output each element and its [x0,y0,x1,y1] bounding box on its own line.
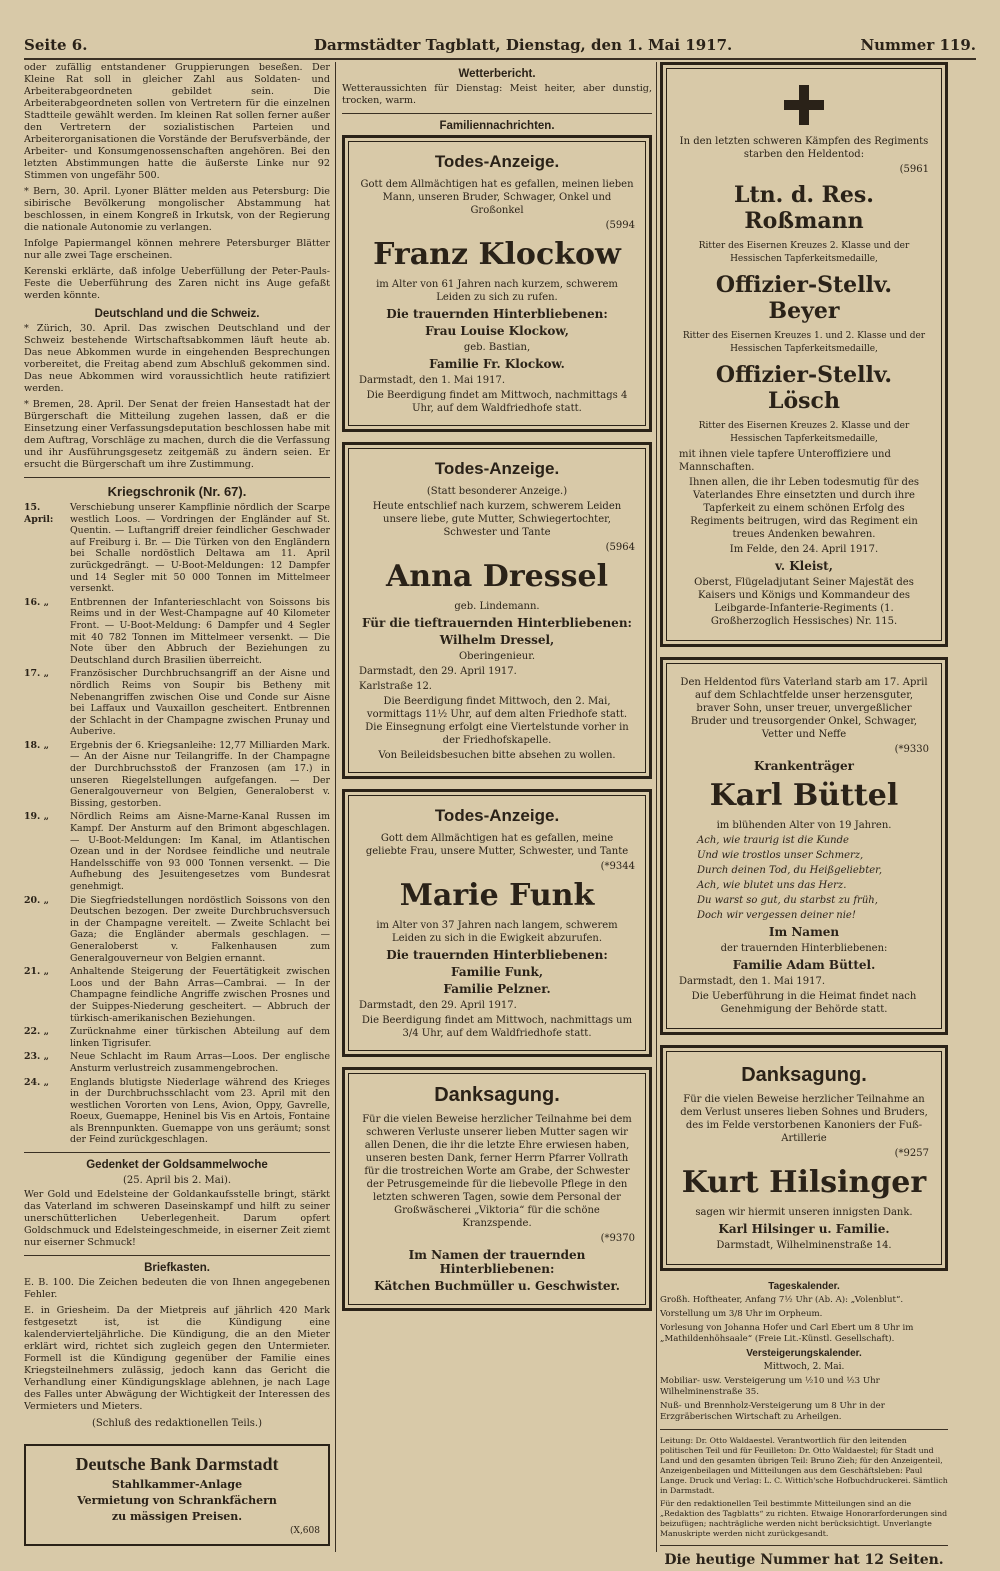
chronicle-entry: 18. „ Ergebnis der 6. Kriegsanleihe: 12,77 Milliarden Mark. — An der Aisne nur Teilangriffe. In der Champagne der Durchbruchsstoß der Franzosen (am 17.) in unseren Riegelstellungen aufgefangen. — Der Generalgouverneur von Belgien, Generaloberst v. Bissing, gestorben. [24,739,330,809]
deceased-name: Offizier-Stellv. Beyer [715,272,893,324]
poem-line: Ach, wie traurig ist die Kunde [697,835,849,846]
page-header [24,34,976,60]
column-divider [656,62,657,1552]
section-heading: Briefkasten. [144,1262,210,1275]
iron-cross-icon [784,85,824,125]
section-heading: Deutschland und die Schweiz. [94,308,260,320]
bereaved-name: Familie Fr. Klockow. [429,357,565,371]
notice-code: (*9257 [894,1148,929,1159]
signatory-title: Oberst, Flügeladjutant Seiner Majestät des Kaisers und Königs und Kommandeur des Leibgarde-Infanterie-Regiments (1. Großherzoglich Hessisches) Nr. 115. [694,577,914,627]
chronicle-entry: 21. „ Anhaltende Steigerung der Feuertätigkeit zwischen Loos und der Bahn Arras—Cambrai. — In der Champagne feindliche Angriffe zwischen Prosnes und der Suippes-Niederung gescheitert. — Abbruch der türkisch-amerikanischen Beziehungen. [24,966,330,1024]
divider [342,113,652,114]
notice-text: Die Ueberführung in die Heimat findet nach Genehmigung der Behörde statt. [691,991,917,1015]
war-chronicle [24,502,330,1146]
notice-text: Heute entschlief nach kurzem, schwerem Leiden unsere liebe, gute Mutter, Schwiegertochter, Schwester und Tante [372,501,622,538]
deceased-name: Offizier-Stellv. Lösch [715,362,893,414]
bank-advertisement [24,1444,330,1546]
chronicle-entry: 19. „ Nördlich Reims am Aisne-Marne-Kanal Russen im Kampf. Der Ansturm auf den Brimont abgeschlagen. — U-Boot-Meldungen: Im Kanal, im Atlantischen Ozean und in der Nordsee feindliche und neutrale Handelsschiffe von 93 000 Tonnen versenkt. — Die Aufhebung des Jesuitengesetzes vom Bundesrat genehmigt. [24,811,330,892]
article-text: * Zürich, 30. April. Das zwischen Deutschland und der Schweiz bestehende Wirtschaftsabkommen läuft heute ab. Das neue Abkommen wurde in eingehenden Besprechungen vorbereitet, die Freitag abend zum Abschluß gekommen sind. Das neue Abkommen wird voraussichtlich heute ratifiziert werden. [24,323,330,394]
section-heading: Wetterbericht. [458,68,536,80]
notice-text: im Alter von 61 Jahren nach kurzem, schwerem Leiden zu sich zu rufen. [376,279,618,303]
decoration-text: Ritter des Eisernen Kreuzes 2. Klasse und der Hessischen Tapferkeitsmedaille, [698,421,910,444]
page-number: Seite 6. [24,36,88,54]
notice-text: sagen wir hiermit unseren innigsten Dank. [695,1207,913,1218]
chronicle-entry: 20. „ Die Siegfriedstellungen nordöstlich Soissons von den Deutschen bezogen. Der zweite Durchbruchsversuch in der Champagne vereitelt. — Zweite Schlacht bei Gaza; die Engländer abermals geschlagen. — Generaloberst v. Falkenhausen zum Generalgouverneur von Belgien ernannt. [24,894,330,964]
notice-hint: Die trauernden Hinterbliebenen: [386,948,608,962]
section-heading: Tageskalender. [768,1281,840,1292]
death-notice [342,442,652,779]
column-family-notices [342,62,652,1321]
notice-code: (5994 [605,220,635,231]
ad-line: zu mässigen Preisen. [111,1510,243,1524]
notice-text: geb. Lindemann. [454,601,540,612]
editorial-end-note: (Schluß des redaktionellen Teils.) [92,1418,262,1430]
weather-text: Wetteraussichten für Dienstag: Meist heiter, aber dunstig, trocken, warm. [342,83,652,106]
article-text: Wer Gold und Edelsteine der Goldankaufsstelle bringt, stärkt das Vaterland im schweren Daseinskampf und hilft zu seiner unerschütterlichen Ueberlegenheit. Darum opfert Goldschmuck und Edelsteingeschmeide, in eiserner Zeit ziemt nur eiserner Schmuck! [24,1189,330,1249]
notice-text: Den Heldentod fürs Vaterland starb am 17. April auf dem Schlachtfelde unser herzensguter, braver Sohn, unser treuer, unvergeßlicher Bruder und treusorgender Onkel, Schwager, Vetter und Neffe [680,677,928,740]
notice-title: Todes-Anzeige. [434,152,560,171]
notice-subtitle: (Statt besonderer Anzeige.) [426,486,568,497]
regiment-notice [660,62,948,647]
article-text: oder zufällig entstandener Gruppierungen beseßen. Der Kleine Rat soll in gleicher Zahl aus Soldaten- und Arbeiterabgeordneten gebildet sein. Die Arbeiterabgeordneten sollen von Vertretern für die einzelnen Stadtteile gewählt werden. Im kleinen Rat sollen ferner außer den Vertretern der sozialistischen Parteien und Arbeiterorganisationen die Vorstände der Berufsverbände, der Arbeiter- und Konsumgenossenschaften angehören. Bei den letzten Abstimmungen hatte die äußerste Linke nur 92 Stimmen von ungefähr 500. [24,62,330,181]
death-notice [660,657,948,1035]
calendar-entry: Vorstellung um 3/8 Uhr im Orpheum. [660,1309,823,1319]
bereaved-name: Familie Funk, [450,965,544,979]
notice-place-date: Darmstadt, Wilhelminenstraße 14. [716,1240,892,1251]
notice-hint: der trauernden Hinterbliebenen: [720,943,888,954]
column-divider [335,62,336,1552]
issue-number: Nummer 119. [860,36,976,54]
notice-text: im Alter von 37 Jahren nach langem, schwerem Leiden zu sich in die Ewigkeit abzurufen. [376,920,618,944]
chronicle-entry: 15. April: Verschiebung unserer Kampflinie nördlich der Scarpe westlich Loos. — Vordringen der Engländer auf St. Quentin. — Luftangriff dreier feindlicher Geschwader auf Freiburg i. Br. — Die Türken von den Engländern bei Schalle nordöstlich Deltawa am 11. April zurückgedrängt. — U-Boot-Meldungen: 12 Dampfer und 14 Segler mit 50 000 Tonnen im Mittelmeer versenkt. [24,502,330,595]
notice-text: mit ihnen viele tapfere Unteroffiziere und Mannschaften. [679,449,891,473]
ad-line: Vermietung von Schrankfächern [77,1494,277,1508]
notice-code: (*9370 [600,1233,635,1244]
article-text: * Bremen, 28. April. Der Senat der freien Hansestadt hat der Bürgerschaft die Mitteilung zugehen lassen, daß er die Einsetzung einer Verfassungsdeputation beschlossen habe mit dem Auftrag, Vorschläge zu machen, durch die die Verfassung und ihr Ausführungsgesetz zeitgemäß zu ändern seien. Er ersucht die Bürgerschaft um ihre Zustimmung. [24,399,330,470]
section-subheading: (25. April bis 2. Mai). [122,1175,232,1187]
article-text: Infolge Papiermangel können mehrere Petersburger Blätter nur alle zwei Tage erscheinen. [24,238,330,261]
notice-place-date: Darmstadt, den 1. Mai 1917. [679,976,825,987]
notice-place-date: Darmstadt, den 29. April 1917. [359,666,517,677]
deceased-name: Marie Funk [399,878,595,913]
notice-code: (*9330 [894,744,929,755]
chronicle-entry: 17. „ Französischer Durchbruchsangriff an der Aisne und nördlich Reims von Soupir bis Betheny mit Nebenangriffen zwischen Oise und Conde sur Aisne bei Laffaux und Vauxaillon gescheitert. Entbrennen der Schlacht in der Champagne zwischen Prunay und Auberive. [24,668,330,738]
bereaved-name: Familie Pelzner. [443,982,551,996]
calendar-date: Mittwoch, 2. Mai. [763,1362,845,1372]
divider [24,1255,330,1256]
section-heading: Familiennachrichten. [439,120,555,132]
calendar-entry: Vorlesung von Johanna Hofer und Carl Ebert um 8 Uhr im „Mathildenhöhsaale“ (Freie Lit.-Künstl. Gesellschaft). [660,1323,914,1344]
notice-code: (5961 [899,164,929,175]
death-notice [342,789,652,1057]
notice-place-date: Im Felde, den 24. April 1917. [729,544,879,555]
notice-text: Gott dem Allmächtigen hat es gefallen, meinen lieben Mann, unseren Bruder, Schwager, Onkel und Großonkel [360,179,634,216]
imprint: Leitung: Dr. Otto Waldaestel. Verantwortlich für den leitenden politischen Teil und für Feuilleton: Dr. Otto Waldaestel; für Stadt und Land und den gesamten übrigen Teil: Bruno Zieh; für den Anzeigenteil, Anzeigenbeilagen und Mitteilungen aus dem Geschäftsleben: Paul Lange. Druck und Verlag: L. C. Wittich'sche Hofbuchdruckerei. Sämtlich in Darmstadt. [660,1436,948,1495]
notice-text: Gott dem Allmächtigen hat es gefallen, meine geliebte Frau, unsere Mutter, Schwester, und Tante [365,833,629,857]
notice-burial: Die Beerdigung findet am Mittwoch, nachmittags 4 Uhr, auf dem Waldfriedhofe statt. [366,390,628,414]
section-heading: Versteigerungskalender. [746,1348,862,1359]
notice-title: Todes-Anzeige. [434,459,560,478]
notice-place-date: Darmstadt, den 1. Mai 1917. [359,375,505,386]
divider [660,1545,948,1546]
poem-line: Ach, wie blutet uns das Herz. [697,880,847,891]
deceased-name: Anna Dressel [386,559,608,594]
article-text: * Bern, 30. April. Lyoner Blätter melden aus Petersburg: Die sibirische Bevölkerung mongolischer Abstammung hat beschlossen, in einem Kongreß in Irkutsk, von der Regierung die nationale Autonomie zu verlangen. [24,186,330,233]
thanks-notice [660,1045,948,1271]
notice-burial: Die Beerdigung findet Mittwoch, den 2. Mai, vormittags 11½ Uhr, auf dem alten Friedhofe statt. Die Einsegnung erfolgt eine Viertelstunde vorher in der Friedhofskapelle. [365,696,629,746]
signatory-name: v. Kleist, [775,559,833,573]
decoration-text: Ritter des Eisernen Kreuzes 2. Klasse und der Hessischen Tapferkeitsmedaille, [698,241,910,264]
chronicle-entry: 23. „ Neue Schlacht im Raum Arras—Loos. Der englische Ansturm verlustreich zusammengebrochen. [24,1051,330,1074]
chronicle-entry: 22. „ Zurücknahme einer türkischen Abteilung auf dem linken Tigrisufer. [24,1026,330,1049]
deceased-name: Ltn. d. Res. Roßmann [734,182,874,234]
notice-burial: Die Beerdigung findet am Mittwoch, nachmittags um 3/4 Uhr, auf dem Waldfriedhofe statt. [361,1015,633,1039]
notice-title: Danksagung. [434,1084,560,1106]
deceased-role: Krankenträger [754,759,854,773]
poem-line: Doch wir vergessen deiner nie! [697,910,856,921]
ad-code: (X,608 [290,1526,320,1537]
bereaved-note: geb. Bastian, [463,342,531,353]
section-heading: Gedenket der Goldsammelwoche [86,1159,268,1172]
divider [24,1152,330,1153]
page-count-note: Die heutige Nummer hat 12 Seiten. [664,1552,944,1568]
calendar-entry: Mobiliar- usw. Versteigerung um ½10 und ½3 Uhr Wilhelminenstraße 35. [660,1376,880,1397]
ad-title: Deutsche Bank Darmstadt [75,1454,279,1475]
notice-hint: Im Namen der trauernden Hinterbliebenen: [408,1248,586,1276]
column-news [24,62,330,1546]
notice-code: (*9344 [600,861,635,872]
notice-text: In den letzten schweren Kämpfen des Regiments starben den Heldentod: [679,136,929,160]
divider [24,477,330,478]
notice-title: Danksagung. [741,1064,867,1086]
poem-line: Durch deinen Tod, du Heißgeliebter, [697,865,882,876]
thanks-notice [342,1067,652,1311]
calendar-entry: Nuß- und Brennholz-Versteigerung um 8 Uhr in der Erzgräberischen Wirtschaft zu Arheilgen. [660,1401,885,1422]
masthead-date: Darmstädter Tagblatt, Dienstag, den 1. Mai 1917. [314,36,733,54]
notice-place-date: Darmstadt, den 29. April 1917. [359,1000,517,1011]
article-text: E. in Griesheim. Da der Mietpreis auf jährlich 420 Mark festgesetzt ist, ist die Kündigung eine kalendervierteljährliche. Die Kündigung, die an den Mieter erklärt wird, richtet sich zugleich gegen den Untermieter. Formell ist die Kündigung gegenüber der Familie eines Kriegsteilnehmers zulässig, jedoch kann das Gericht die Verhandlung einer Kündigungsklage ablehnen, je nach Lage des Falles unter Abwägung der Wichtigkeit der Interessen des Vermieters und Mieters. [24,1305,330,1413]
chronicle-entry: 24. „ Englands blutigste Niederlage während des Krieges in der Durchbruchsschlacht vom 23. April mit den westlichen Vororten von Lens, Avion, Oppy, Gavrelle, Roeux, Guemappe, Heninel bis Vis en Artois, Fontaine als Brennpunkten. Guemappe von uns geräumt; sonst der Feind zurückgeschlagen. [24,1076,330,1146]
article-text: Kerenski erklärte, daß infolge Ueberfüllung der Peter-Pauls-Feste die Ueberführung des Zaren nicht ins Auge gefaßt werden könnte. [24,266,330,301]
notice-text: Für die vielen Beweise herzlicher Teilnahme bei dem schweren Verluste unserer lieben Mutter sagen wir allen Denen, die ihr die letzte Ehre erwiesen haben, unseren besten Dank, ferner Herrn Pfarrer Vollrath für die trostreichen Worte am Grabe, der Schwester der Petrusgemeinde für die liebevolle Pflege in den letzten schweren Tagen, sowie dem Personal der Großwäscherei „Viktoria“ für die schöne Kranzspende. [362,1114,632,1229]
section-heading: Kriegschronik (Nr. 67). [107,484,247,499]
deceased-name: Franz Klockow [373,237,621,272]
notice-hint: Die trauernden Hinterbliebenen: [386,307,608,321]
decoration-text: Ritter des Eisernen Kreuzes 1. und 2. Klasse und der Hessischen Tapferkeitsmedaille, [682,331,926,354]
poem-line: Und wie trostlos unser Schmerz, [697,850,864,861]
bereaved-name: Karl Hilsinger u. Familie. [718,1222,890,1236]
imprint-note: Für den redaktionellen Teil bestimmte Mitteilungen sind an die „Redaktion des Tagblatts“ zu richten. Etwaige Honorarforderungen sind beizufügen; nachträgliche werden nicht berücksichtigt. Unverlangte Manuskripte werden nicht zurückgesandt. [660,1499,948,1538]
deceased-name: Kurt Hilsinger [681,1165,927,1200]
notice-text: im blühenden Alter von 19 Jahren. [716,820,892,831]
poem-line: Du warst so gut, du starbst zu früh, [697,895,878,906]
notice-hint: Im Namen [768,925,840,939]
bereaved-note: Oberingenieur. [458,651,536,662]
bereaved-name: Frau Louise Klockow, [425,324,569,338]
notice-text: Für die vielen Beweise herzlicher Teilnahme an dem Verlust unseres lieben Sohnes und Bruders, des im Felde verstorbenen Kanoniers der Fuß-Artillerie [680,1094,928,1144]
notice-hint: Für die tieftrauernden Hinterbliebenen: [362,616,632,630]
death-notice [342,135,652,432]
notice-request: Von Beileidsbesuchen bitte absehen zu wollen. [378,750,616,761]
chronicle-entry: 16. „ Entbrennen der Infanterieschlacht von Soissons bis Reims und in der West-Champagne auf 40 Kilometer Front. — U-Boot-Meldung: 6 Dampfer und 4 Segler mit 40 782 Tonnen im Mittelmeer versenkt. — Die Note über den Abbruch der Beziehungen zu Deutschland durch Brasilien überreicht. [24,596,330,666]
bereaved-name: Familie Adam Büttel. [732,958,876,972]
ad-line: Stahlkammer-Anlage [111,1478,243,1492]
calendar-entry: Großh. Hoftheater, Anfang 7½ Uhr (Ab. A): „Volenblut“. [660,1295,904,1305]
divider [660,1429,948,1430]
notice-address: Karlstraße 12. [359,681,432,692]
deceased-name: Karl Büttel [709,778,899,813]
notice-title: Todes-Anzeige. [434,806,560,825]
notice-text: Ihnen allen, die ihr Leben todesmutig für des Vaterlandes Ehre einsetzten und durch ihre Tapferkeit zu einem schönen Erfolg des Regiments beitrugen, wird das Regiment ein treues Andenken bewahren. [689,477,919,540]
bereaved-name: Kätchen Buchmüller u. Geschwister. [374,1279,620,1293]
notice-code: (5964 [605,542,635,553]
column-regiment-notices [660,62,948,1571]
bereaved-name: Wilhelm Dressel, [439,633,555,647]
article-text: E. B. 100. Die Zeichen bedeuten die von Ihnen angegebenen Fehler. [24,1277,330,1301]
